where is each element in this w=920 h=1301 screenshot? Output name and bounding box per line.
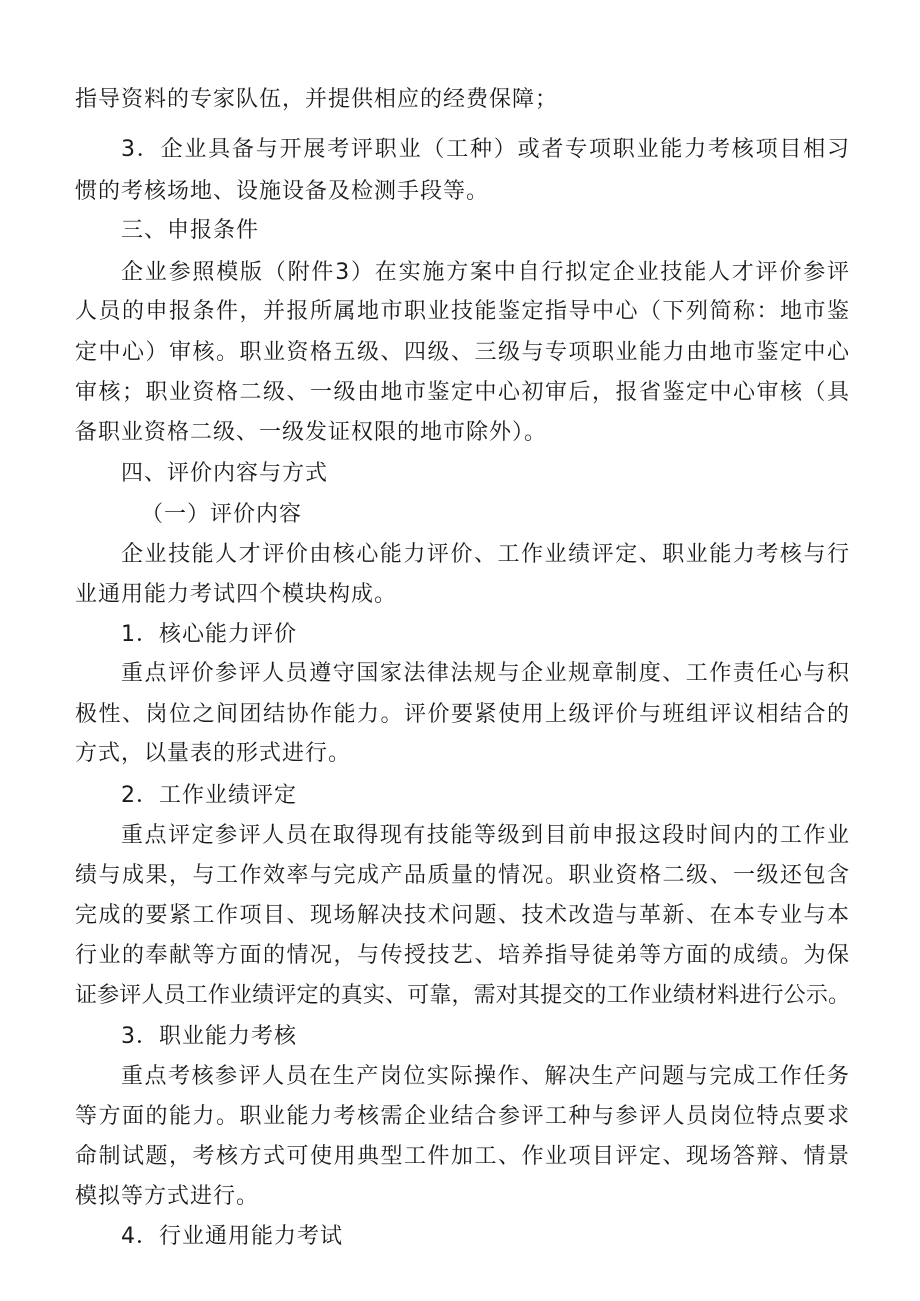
text-line: 等方面的能力。职业能力考核需企业结合参评工种与参评人员岗位特点要求 (75, 1104, 850, 1129)
text-line: 极性、岗位之间团结协作能力。评价要紧使用上级评价与班组评议相结合的 (75, 702, 850, 727)
item-heading: 3．职业能力考核 (121, 1024, 297, 1049)
text-line: 重点评价参评人员遵守国家法律法规与企业规章制度、工作责任心与积 (121, 661, 850, 686)
section-heading: 四、评价内容与方式 (121, 461, 329, 486)
text-line: 业通用能力考试四个模块构成。 (75, 582, 398, 607)
text-line: 审核；职业资格二级、一级由地市鉴定中心初审后，报省鉴定中心审核（具 (75, 380, 850, 405)
text-line: 3．企业具备与开展考评职业（工种）或者专项职业能力考核项目相习 (121, 137, 850, 162)
item-heading: 1．核心能力评价 (121, 622, 297, 647)
text-line: 定中心）审核。职业资格五级、四级、三级与专项职业能力由地市鉴定中心 (75, 340, 850, 365)
text-line: 人员的申报条件，并报所属地市职业技能鉴定指导中心（下列简称：地市鉴 (75, 299, 850, 324)
text-line: 惯的考核场地、设施设备及检测手段等。 (75, 179, 490, 204)
text-line: 证参评人员工作业绩评定的真实、可靠，需对其提交的工作业绩材料进行公示。 (75, 983, 850, 1008)
text-line: 绩与成果，与工作效率与完成产品质量的情况。职业资格二级、一级还包含 (75, 863, 850, 888)
item-heading: 2．工作业绩评定 (121, 783, 297, 808)
section-heading: 三、申报条件 (121, 218, 260, 243)
text-line: 命制试题，考核方式可使用典型工件加工、作业项目评定、现场答辩、情景 (75, 1144, 850, 1169)
text-line: 备职业资格二级、一级发证权限的地市除外）。 (75, 420, 548, 445)
subsection-heading: （一）评价内容 (141, 502, 303, 527)
item-heading: 4．行业通用能力考试 (121, 1224, 343, 1249)
text-line: 完成的要紧工作项目、现场解决技术问题、技术改造与革新、在本专业与本 (75, 903, 850, 928)
text-line: 重点评定参评人员在取得现有技能等级到目前申报这段时间内的工作业 (121, 823, 850, 848)
text-line: 模拟等方式进行。 (75, 1184, 260, 1209)
text-line: 重点考核参评人员在生产岗位实际操作、解决生产问题与完成工作任务 (121, 1064, 850, 1089)
text-line: 企业参照模版（附件3）在实施方案中自行拟定企业技能人才评价参评 (121, 260, 850, 285)
text-line: 指导资料的专家队伍，并提供相应的经费保障； (75, 87, 559, 112)
text-line: 方式，以量表的形式进行。 (75, 741, 352, 766)
text-line: 企业技能人才评价由核心能力评价、工作业绩评定、职业能力考核与行 (121, 542, 850, 567)
text-line: 行业的奉献等方面的情况，与传授技艺、培养指导徒弟等方面的成绩。为保 (75, 943, 850, 968)
